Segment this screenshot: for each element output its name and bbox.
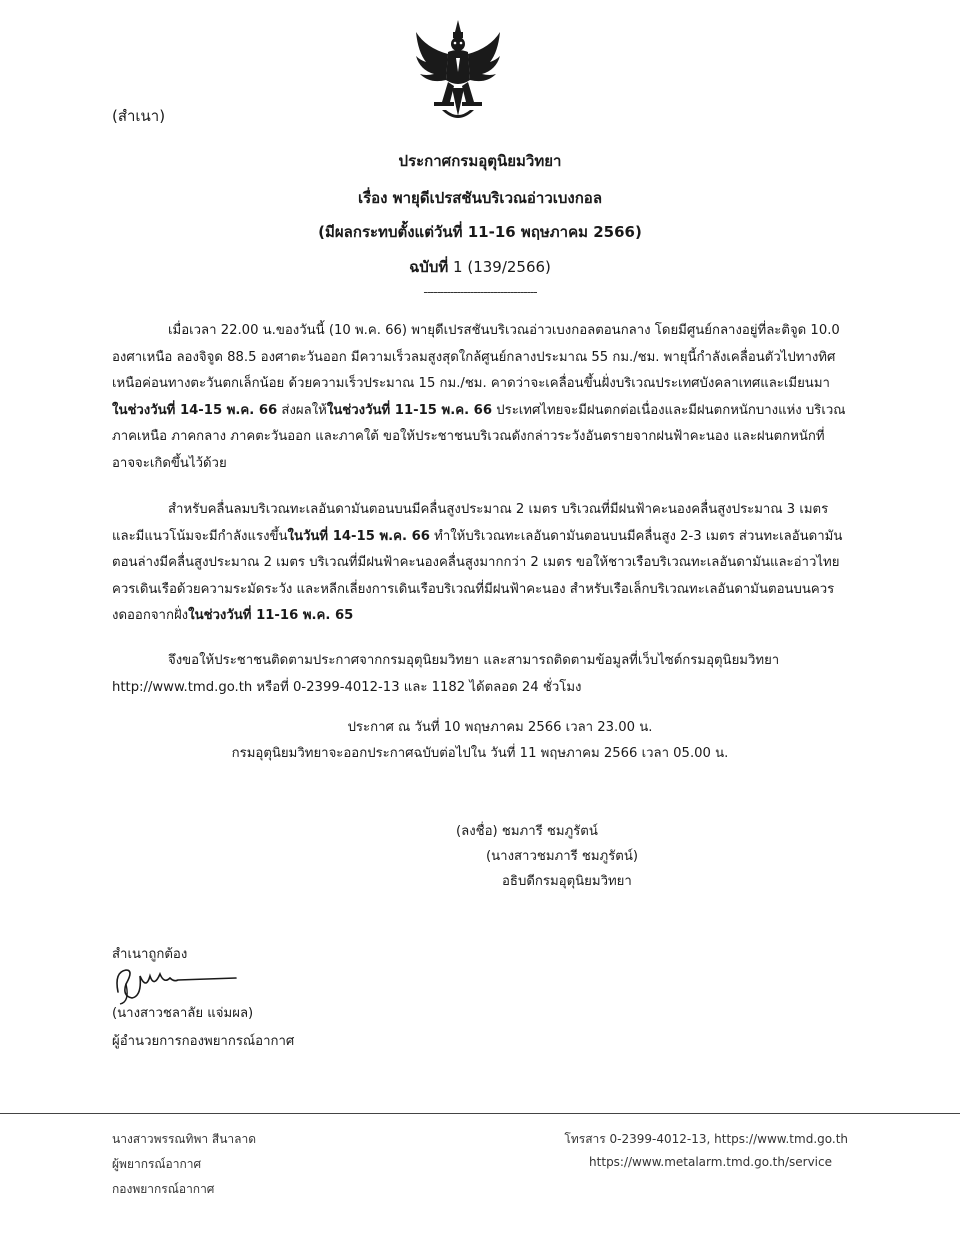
announcement-title: ประกาศกรมอุตุนิยมวิทยา	[398, 152, 562, 170]
paragraph-line: เมื่อเวลา 22.00 น.ของวันนี้ (10 พ.ค. 66) พายุดีเปรสชันบริเวณอ่าวเบงกอลตอนกลาง โดยมีศูนย์กลางอยู่ที่ละติจูด 10.0	[168, 323, 840, 338]
paragraph-follow-updates	[112, 648, 860, 701]
contact-fax-website: โทรสาร 0-2399-4012-13, https://www.tmd.go.th	[564, 1132, 848, 1146]
certified-copy-label: สำเนาถูกต้อง	[112, 947, 188, 962]
certifier-position: ผู้อำนวยการกองพยากรณ์อากาศ	[112, 1034, 295, 1049]
signed-line: (ลงชื่อ) ชมภารี ชมภูรัตน์	[456, 824, 598, 839]
signer-name: (นางสาวชมภารี ชมภูรัตน์)	[486, 849, 639, 864]
paragraph-line: องศาเหนือ ลองจิจูด 88.5 องศาตะวันออก มีความเร็วลมสูงสุดใกล้ศูนย์กลางประมาณ 55 กม./ชม. พายุนี้กำลังเคลื่อนตัวไปทางทิศ	[112, 349, 836, 365]
paragraph-line: จึงขอให้ประชาชนติดตามประกาศจากกรมอุตุนิยมวิทยา และสามารถติดตามข้อมูลที่เว็บไซต์กรมอุตุนิยมวิทยา	[168, 653, 780, 668]
paragraph-line: เหนือค่อนทางตะวันตกเล็กน้อย ด้วยความเร็วประมาณ 15 กม./ชม. คาดว่าจะเคลื่อนขึ้นฝั่งบริเวณประเทศบังคลาเทศและเมียนมา	[112, 376, 830, 391]
title-separator: ----------------------------------	[423, 285, 537, 299]
paragraph-storm-details	[112, 318, 860, 477]
certifier-name: (นางสาวชลาลัย แจ่มผล)	[112, 1006, 254, 1021]
text-segment: งดออกจากฝั่ง	[112, 608, 189, 623]
signer-position: อธิบดีกรมอุตุนิยมวิทยา	[502, 874, 632, 889]
announcement-subject: เรื่อง พายุดีเปรสชันบริเวณอ่าวเบงกอล	[357, 189, 603, 207]
paragraph-line: ควรเดินเรือด้วยความระมัดระวัง และหลีกเลี่ยงการเดินเรือบริเวณที่มีฝนฟ้าคะนอง สำหรับเรือเล็กบริเวณทะเลอันดามันตอนบนควร	[112, 581, 835, 597]
bold-date: ในช่วงวันที่ 11-15 พ.ค. 66	[326, 402, 493, 418]
bold-date: ในช่วงวันที่ 11-16 พ.ค. 65	[188, 608, 354, 623]
text-segment: ทำให้บริเวณทะเลอันดามันตอนบนมีคลื่นสูง 2-3 เมตร ส่วนทะเลอันดามัน	[429, 528, 843, 544]
paragraph-line: อาจจะเกิดขึ้นไว้ด้วย	[112, 455, 227, 471]
handwritten-signature-icon	[112, 962, 240, 1006]
paragraph-sea-conditions	[112, 497, 860, 630]
forecaster-division: กองพยากรณ์อากาศ	[112, 1182, 215, 1196]
forecaster-title: ผู้พยากรณ์อากาศ	[112, 1157, 202, 1171]
paragraph-line	[112, 603, 860, 630]
bold-date: ในช่วงวันที่ 14-15 พ.ค. 66	[112, 402, 278, 418]
effect-period: (มีผลกระทบตั้งแต่วันที่ 11-16 พฤษภาคม 2566)	[318, 223, 642, 241]
forecaster-name: นางสาวพรรณทิพา สีนาลาด	[112, 1132, 257, 1146]
next-issue-notice: กรมอุตุนิยมวิทยาจะออกประกาศฉบับต่อไปใน วันที่ 11 พฤษภาคม 2566 เวลา 05.00 น.	[231, 746, 729, 761]
text-segment: ส่งผลให้	[277, 402, 327, 418]
text-segment: และมีแนวโน้มจะมีกำลังแรงขึ้น	[112, 528, 288, 544]
paragraph-line: ตอนล่างมีคลื่นสูงประมาณ 2 เมตร บริเวณที่มีฝนฟ้าคะนองคลื่นสูงมากกว่า 2 เมตร ขอให้ชาวเรือบริเวณทะเลอันดามันและอ่าวไทย	[112, 555, 840, 570]
issue-label: ฉบับที่	[409, 258, 449, 276]
paragraph-line: ภาคเหนือ ภาคกลาง ภาคตะวันออก และภาคใต้ ขอให้ประชาชนบริเวณดังกล่าวระวังอันตรายจากฝนฟ้าคะนอง และฝนตกหนักที่	[112, 429, 825, 444]
paragraph-line: http://www.tmd.go.th หรือที่ 0-2399-4012-13 และ 1182 ได้ตลอด 24 ชั่วโมง	[112, 679, 582, 695]
garuda-emblem-icon	[412, 18, 504, 128]
paragraph-line	[112, 398, 860, 425]
issued-date: ประกาศ ณ วันที่ 10 พฤษภาคม 2566 เวลา 23.00 น.	[347, 720, 653, 735]
footer-divider	[0, 1113, 960, 1114]
issue-number: 1 (139/2566)	[453, 258, 551, 276]
text-segment: ประเทศไทยจะมีฝนตกต่อเนื่องและมีฝนตกหนักบางแห่ง บริเวณ	[496, 402, 846, 418]
paragraph-line	[112, 524, 860, 551]
paragraph-line: สำหรับคลื่นลมบริเวณทะเลอันดามันตอนบนมีคลื่นสูงประมาณ 2 เมตร บริเวณที่มีฝนฟ้าคะนองคลื่นสูงประมาณ 3 เมตร	[168, 502, 829, 517]
bold-date: ในวันที่ 14-15 พ.ค. 66	[287, 528, 430, 544]
issue-line	[0, 255, 960, 279]
copy-tag: (สำเนา)	[112, 107, 166, 125]
alarm-service-link: https://www.metalarm.tmd.go.th/service	[589, 1155, 832, 1169]
